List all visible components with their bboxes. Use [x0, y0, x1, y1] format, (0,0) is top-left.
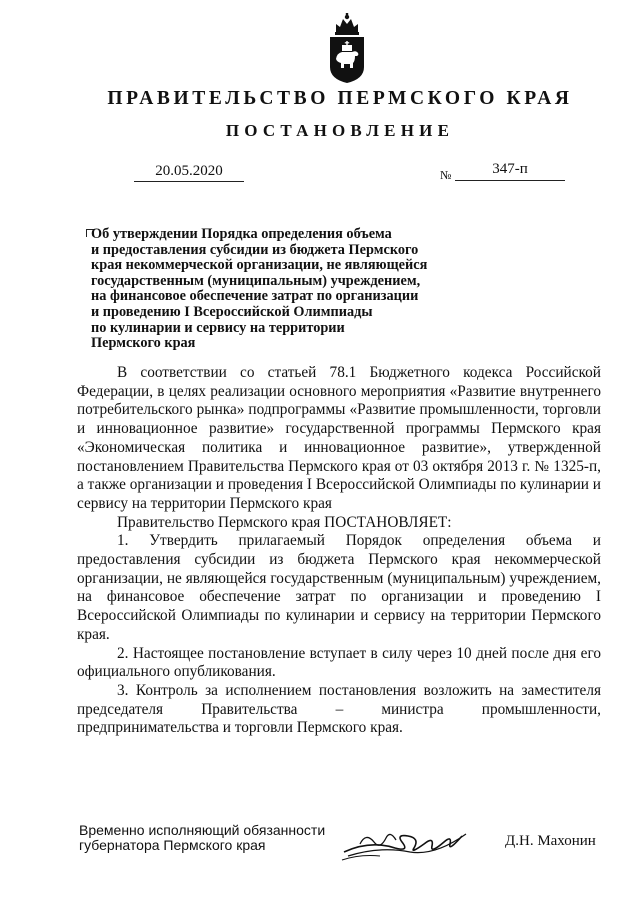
document-type: ПОСТАНОВЛЕНИЕ [225, 121, 455, 140]
document-subject [91, 227, 471, 352]
subject-line: государственным (муниципальным) учреждением, [91, 272, 421, 289]
subject-line: и предоставления субсидии из бюджета Пермского [91, 241, 419, 258]
preamble-paragraph: В соответствии со статьей 78.1 Бюджетного кодекса Российской Федерации, в целях реализации основного мероприятия «Развитие внутреннего потребительского рынка» подпрограммы «Развитие промышленности, торговли и инновационное развитие» государственной программы Пермского края «Экономическая политика и инновационное развитие», утвержденной постановлением Правительства Пермского края от 03 октября 2013 г. № 1325-п, а также организации и проведения I Всероссийской Олимпиады по кулинарии и сервису на территории Пермского края [77, 364, 601, 512]
subject-line: Об утверждении Порядка определения объема [91, 226, 392, 242]
subject-line: Пермского края [91, 335, 196, 352]
government-title: ПРАВИТЕЛЬСТВО ПЕРМСКОГО КРАЯ [107, 88, 573, 109]
signer-name: Д.Н. Махонин [505, 833, 596, 849]
signer-position [79, 823, 325, 853]
subject-line: края некоммерческой организации, не являющейся [91, 257, 428, 274]
signer-position-line: Временно исполняющий обязанности [79, 822, 326, 838]
number-sign: № [440, 168, 452, 182]
resolves-paragraph: Правительство Пермского края ПОСТАНОВЛЯЕТ: [117, 513, 452, 531]
item-paragraph-2: 2. Настоящее постановление вступает в силу через 10 дней после дня его официального опубликования. [77, 644, 601, 681]
subject-line: и проведению I Всероссийской Олимпиады [91, 303, 373, 320]
date-underline [134, 181, 244, 182]
subject-line: по кулинарии и сервису на территории [91, 319, 345, 336]
subject-line: на финансовое обеспечение затрат по организации [91, 288, 419, 305]
document-body [77, 364, 601, 738]
item-paragraph-1: 1. Утвердить прилагаемый Порядок определения объема и предоставления субсидии из бюджета Пермского края некоммерческой организации, не являющейся государственным (муниципальным) учреждением, на финансовое обеспечение затрат по организации и проведению I Всероссийской Олимпиады по кулинарии и сервису на территории Пермского края. [77, 532, 601, 643]
document-date: 20.05.2020 [155, 163, 223, 179]
item-paragraph-3: 3. Контроль за исполнением постановления возложить на заместителя председателя Правительства – министра промышленности, предпринимательства и торговли Пермского края. [77, 681, 601, 737]
signer-position-line: губернатора Пермского края [79, 837, 266, 853]
perm-krai-coat-of-arms-icon [327, 12, 367, 84]
document-number: 347-п [492, 161, 528, 177]
number-underline [455, 180, 565, 181]
handwritten-signature-icon [340, 822, 470, 864]
